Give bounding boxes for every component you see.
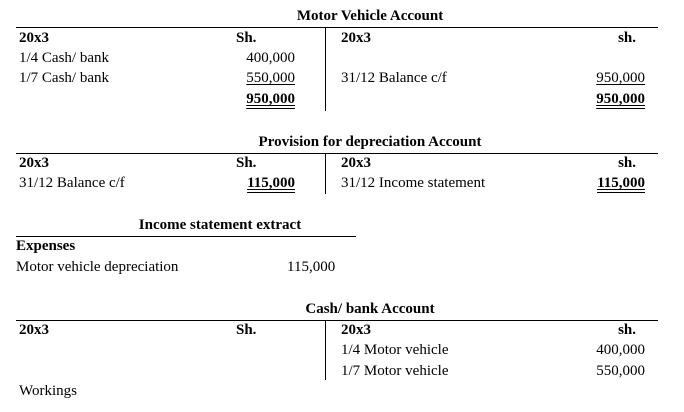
cash-bank-credit-col: sh.: [618, 322, 636, 338]
cash-bank-divider: [325, 320, 326, 380]
workings-label: Workings: [19, 383, 77, 399]
provision-title: Provision for depreciation Account: [258, 134, 482, 150]
income-statement-title: Income statement extract: [138, 217, 302, 233]
motor-vehicle-credit-row-1-label: 31/12 Balance c/f: [341, 70, 447, 86]
cash-bank-credit-row-2-label: 1/7 Motor vehicle: [341, 363, 449, 379]
provision-top-rule: [16, 153, 658, 154]
motor-vehicle-debit-row-2-amount: 550,000: [246, 70, 295, 86]
provision-debit-row-1-amount: 115,000: [247, 175, 295, 191]
motor-vehicle-debit-total: 950,000: [246, 91, 295, 107]
provision-debit-col: Sh.: [236, 155, 257, 171]
provision-credit-year: 20x3: [341, 155, 371, 171]
provision-debit-year: 20x3: [19, 155, 49, 171]
motor-vehicle-divider: [325, 27, 326, 111]
provision-credit-row-1-amount: 115,000: [597, 175, 645, 191]
motor-vehicle-debit-col: Sh.: [236, 30, 257, 46]
cash-bank-debit-year: 20x3: [19, 322, 49, 338]
motor-vehicle-debit-row-1-label: 1/4 Cash/ bank: [19, 50, 109, 66]
cash-bank-credit-year: 20x3: [341, 322, 371, 338]
cash-bank-top-rule: [16, 320, 658, 321]
motor-vehicle-title: Motor Vehicle Account: [296, 8, 444, 24]
motor-vehicle-credit-year: 20x3: [341, 30, 371, 46]
cash-bank-credit-row-1-label: 1/4 Motor vehicle: [341, 342, 449, 358]
provision-credit-row-1-label: 31/12 Income statement: [341, 175, 486, 191]
motor-vehicle-credit-row-1-amount: 950,000: [596, 70, 645, 86]
provision-debit-row-1-label: 31/12 Balance c/f: [19, 175, 125, 191]
cash-bank-title: Cash/ bank Account: [305, 301, 435, 317]
provision-divider: [325, 153, 326, 194]
cash-bank-debit-col: Sh.: [236, 322, 257, 338]
provision-credit-col: sh.: [618, 155, 636, 171]
motor-vehicle-credit-col: sh.: [618, 30, 636, 46]
income-statement-row-1-label: Motor vehicle depreciation: [16, 259, 179, 275]
motor-vehicle-debit-row-1-amount: 400,000: [246, 50, 295, 66]
cash-bank-credit-row-2-amount: 550,000: [596, 363, 645, 379]
motor-vehicle-credit-total: 950,000: [596, 91, 645, 107]
motor-vehicle-top-rule: [16, 27, 658, 28]
motor-vehicle-debit-year: 20x3: [19, 30, 49, 46]
income-statement-row-1-amount: 115,000: [287, 259, 336, 275]
income-statement-top-rule: [16, 236, 356, 237]
income-statement-section: Expenses: [16, 238, 76, 254]
motor-vehicle-debit-row-2-label: 1/7 Cash/ bank: [19, 70, 109, 86]
cash-bank-credit-row-1-amount: 400,000: [596, 342, 645, 358]
